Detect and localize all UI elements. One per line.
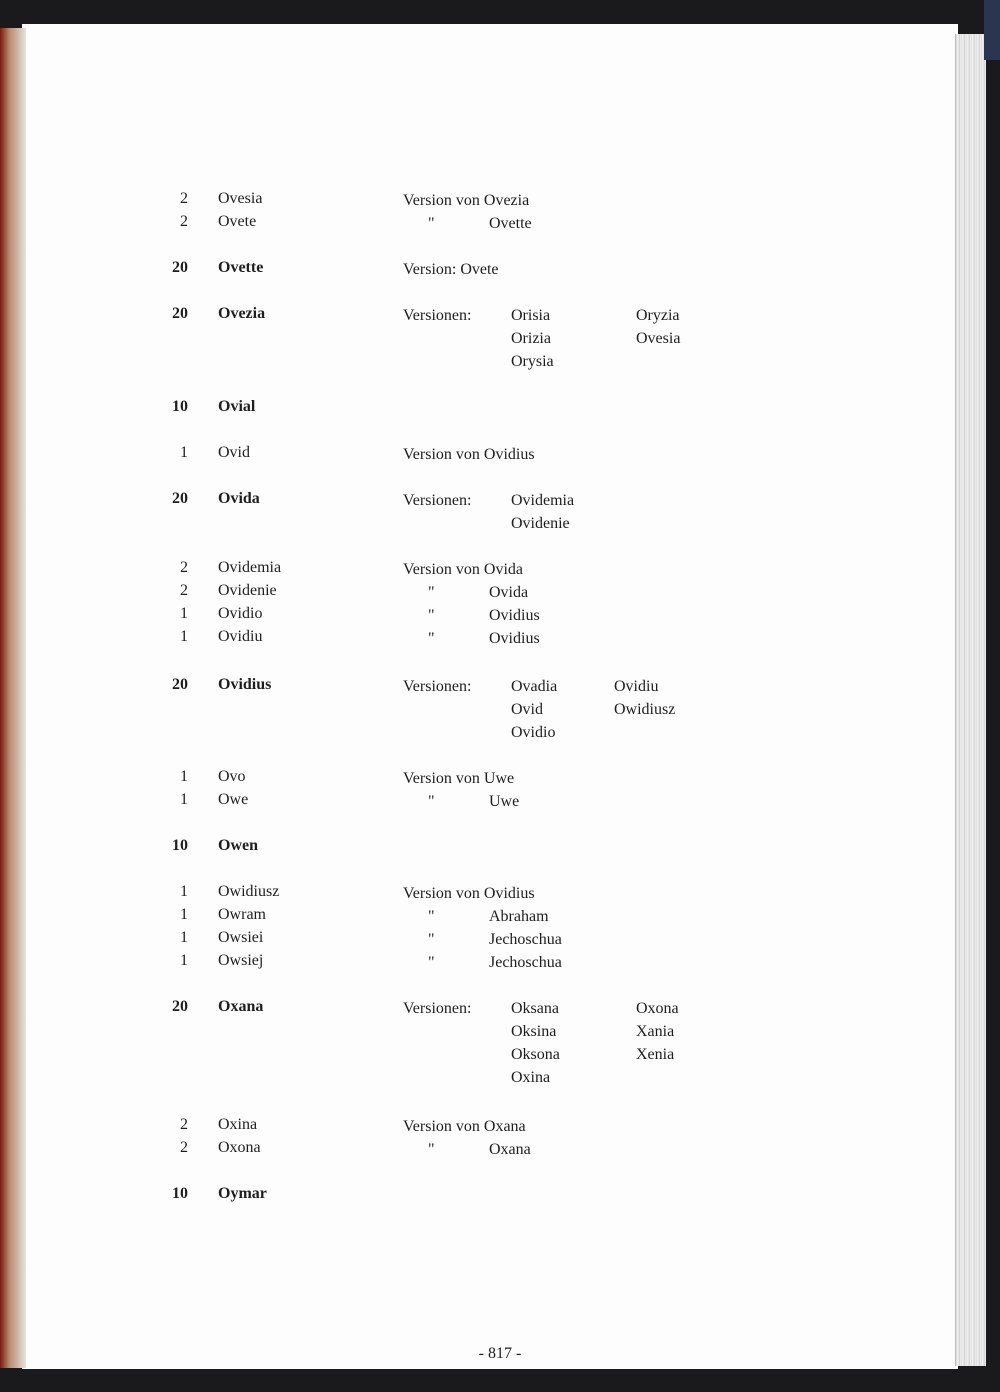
ditto-mark: " (428, 793, 435, 810)
entry-reference: Oxana (489, 1141, 531, 1158)
version-item: Orizia (511, 330, 551, 347)
entry-name: Oxina (218, 1116, 258, 1133)
book-cover-corner (984, 0, 1000, 60)
entry-number: 10 (172, 398, 188, 415)
ditto-mark: " (428, 1141, 435, 1158)
entry-name: Oxana (218, 998, 264, 1015)
entry-description: Version von Oxana (403, 1118, 526, 1135)
entry-description: Versionen: (403, 492, 472, 509)
version-item: Xania (636, 1023, 675, 1040)
version-item: Oksina (511, 1023, 557, 1040)
entry-reference: Ovidius (489, 607, 540, 624)
entry-number: 1 (180, 768, 188, 785)
entry-name: Ovezia (218, 305, 266, 322)
entry-description: Version von Uwe (403, 770, 515, 787)
entry-description: Version von Ovidius (403, 885, 535, 902)
version-item: Oxina (511, 1069, 551, 1086)
version-item: Ovid (511, 701, 543, 718)
entry-number: 2 (180, 1139, 188, 1156)
entry-name: Ovidio (218, 605, 263, 622)
entry-name: Owe (218, 791, 249, 808)
entry-name: Oymar (218, 1185, 267, 1202)
ditto-mark: " (428, 931, 435, 948)
ditto-mark: " (428, 607, 435, 624)
version-item: Xenia (636, 1046, 675, 1063)
entry-description: Versionen: (403, 678, 472, 695)
version-item: Ovadia (511, 678, 558, 695)
entry-reference: Abraham (489, 908, 549, 925)
entry-name: Ovid (218, 444, 250, 461)
version-item: Oxona (636, 1000, 679, 1017)
version-item: Owidiusz (614, 701, 676, 718)
entry-number: 20 (172, 676, 188, 693)
entry-number: 1 (180, 929, 188, 946)
entry-name: Ovidius (218, 676, 272, 693)
entry-reference: Ovida (489, 584, 529, 601)
entry-number: 2 (180, 582, 188, 599)
entry-number: 20 (172, 305, 188, 322)
entry-name: Ovial (218, 398, 256, 415)
entry-description: Version: Ovete (403, 261, 499, 278)
entry-number: 10 (172, 1185, 188, 1202)
version-item: Orisia (511, 307, 551, 324)
entry-number: 1 (180, 906, 188, 923)
entry-number: 10 (172, 837, 188, 854)
version-item: Ovidemia (511, 492, 575, 509)
entry-number: 1 (180, 952, 188, 969)
entry-description: Versionen: (403, 307, 472, 324)
ditto-mark: " (428, 215, 435, 232)
entry-number: 2 (180, 559, 188, 576)
entry-description: Version von Ovezia (403, 192, 530, 209)
entry-name: Ovidemia (218, 559, 282, 576)
entry-reference: Ovette (489, 215, 532, 232)
entry-name: Ovidiu (218, 628, 263, 645)
entry-number: 2 (180, 213, 188, 230)
entry-description: Version von Ovida (403, 561, 523, 578)
version-item: Oksona (511, 1046, 560, 1063)
ditto-mark: " (428, 630, 435, 647)
version-item: Orysia (511, 353, 554, 370)
book-spine (0, 28, 26, 1368)
entry-reference: Uwe (489, 793, 520, 810)
page-edges (955, 34, 986, 1366)
entry-name: Owidiusz (218, 883, 280, 900)
version-item: Ovesia (636, 330, 681, 347)
entry-number: 1 (180, 883, 188, 900)
ditto-mark: " (428, 584, 435, 601)
entry-description: Version von Ovidius (403, 446, 535, 463)
entry-name: Owsiej (218, 952, 264, 969)
entry-number: 20 (172, 259, 188, 276)
entry-name: Owen (218, 837, 258, 854)
version-item: Ovidio (511, 724, 556, 741)
page-number: - 817 - (478, 1345, 522, 1362)
entry-name: Ovo (218, 768, 246, 785)
entry-number: 20 (172, 998, 188, 1015)
entry-number: 1 (180, 605, 188, 622)
entry-description: Versionen: (403, 1000, 472, 1017)
version-item: Oryzia (636, 307, 680, 324)
version-item: Ovidiu (614, 678, 659, 695)
entry-number: 1 (180, 444, 188, 461)
entry-number: 1 (180, 628, 188, 645)
entry-name: Ovidenie (218, 582, 277, 599)
entry-reference: Ovidius (489, 630, 540, 647)
entry-reference: Jechoschua (489, 931, 562, 948)
entry-name: Owram (218, 906, 266, 923)
ditto-mark: " (428, 954, 435, 971)
version-item: Ovidenie (511, 515, 570, 532)
entry-name: Ovida (218, 490, 260, 507)
entry-name: Ovette (218, 259, 264, 276)
entry-name: Oxona (218, 1139, 261, 1156)
version-item: Oksana (511, 1000, 559, 1017)
entry-name: Ovesia (218, 190, 263, 207)
entry-name: Owsiei (218, 929, 264, 946)
entry-number: 2 (180, 190, 188, 207)
ditto-mark: " (428, 908, 435, 925)
entry-number: 2 (180, 1116, 188, 1133)
entry-number: 20 (172, 490, 188, 507)
entry-name: Ovete (218, 213, 257, 230)
entry-number: 1 (180, 791, 188, 808)
entry-reference: Jechoschua (489, 954, 562, 971)
